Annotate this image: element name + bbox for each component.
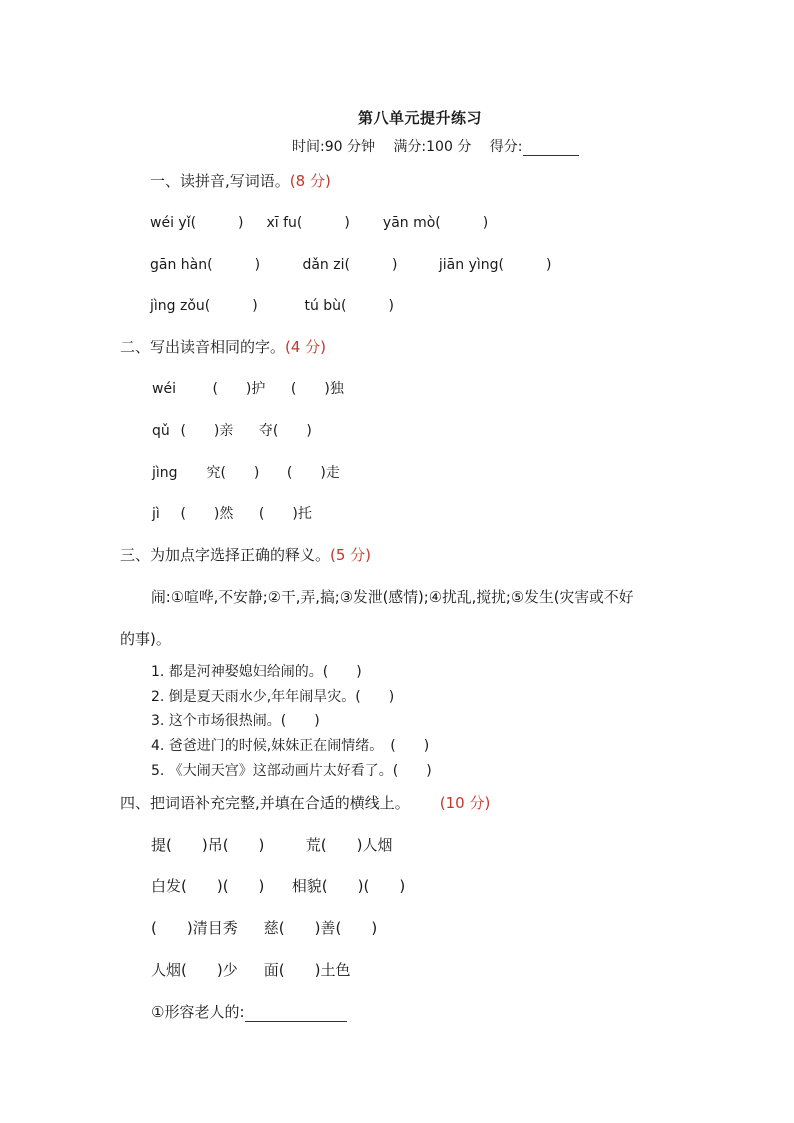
homophone-row-1	[152, 378, 344, 398]
sentence-item-1[interactable]: 1. 都是河神娶媳妇给闹的。( )	[151, 664, 362, 680]
homophone-row-2	[152, 420, 312, 440]
pinyin-item[interactable]: gān hàn( )	[150, 257, 261, 273]
idiom-item[interactable]: 慈( )善( )	[263, 919, 378, 937]
homophone-item[interactable]: ( )然	[180, 506, 234, 522]
pinyin-row-3	[150, 295, 394, 315]
idiom-item[interactable]: ( )清目秀	[151, 919, 238, 937]
idiom-item[interactable]: 人烟( )少	[151, 961, 238, 979]
idiom-item[interactable]: 荒( )人烟	[305, 836, 393, 854]
idiom-row-2	[151, 875, 405, 896]
homophone-pinyin: jìng	[152, 465, 178, 481]
section-3-points: (5 分)	[330, 546, 372, 564]
sentence-item-2[interactable]: 2. 倒是夏天雨水少,年年闹旱灾。( )	[151, 689, 395, 705]
pinyin-row-2	[150, 254, 551, 274]
homophone-row-3	[152, 462, 340, 482]
homophone-item[interactable]: ( )亲	[180, 423, 234, 439]
homophone-item[interactable]: 究( )	[206, 465, 260, 481]
homophone-row-4	[152, 503, 312, 523]
exam-score-label: 得分:	[490, 139, 593, 155]
section-1-points: (8 分)	[289, 172, 331, 190]
section-4-heading: 四、把词语补充完整,并填在合适的横线上。 (10 分)	[120, 794, 491, 812]
exam-time: 时间:90 分钟	[292, 139, 375, 155]
pinyin-item[interactable]: dǎn zi( )	[302, 257, 398, 273]
fill-question-label: ①形容老人的:	[151, 1003, 245, 1021]
pinyin-item[interactable]: wéi yǐ( )	[150, 215, 244, 231]
pinyin-item[interactable]: tú bù( )	[304, 298, 394, 314]
homophone-item[interactable]: ( )托	[258, 506, 312, 522]
definition-line-1: 闹:①喧哗,不安静;②干,弄,搞;③发泄(感情);④扰乱,搅扰;⑤发生(灾害或不好	[151, 589, 634, 606]
sentence-item-5[interactable]: 5. 《大闹天宫》这部动画片太好看了。( )	[151, 763, 432, 779]
exam-full-score: 满分:100 分	[393, 139, 472, 155]
section-3-heading: 三、为加点字选择正确的释义。(5 分)	[120, 546, 372, 564]
score-blank[interactable]	[523, 141, 579, 156]
definition-line-2: 的事)。	[120, 630, 171, 648]
fill-question-blank[interactable]	[245, 1007, 347, 1022]
exam-meta	[292, 136, 607, 156]
homophone-item[interactable]: 夺( )	[258, 423, 312, 439]
pinyin-item[interactable]: jìng zǒu( )	[150, 298, 258, 314]
homophone-pinyin: jì	[152, 506, 160, 522]
idiom-row-1	[151, 834, 393, 855]
idiom-item[interactable]: 相貌( )( )	[291, 877, 406, 895]
idiom-row-3	[151, 917, 377, 938]
homophone-pinyin: wéi	[152, 381, 176, 397]
pinyin-item[interactable]: jiān yìng( )	[438, 257, 552, 273]
idiom-row-4	[151, 959, 351, 980]
idiom-item[interactable]: 提( )吊( )	[151, 836, 265, 854]
fill-question-1	[151, 1001, 347, 1022]
section-1-heading: 一、读拼音,写词语。(8 分)	[150, 172, 331, 190]
pinyin-item[interactable]: yān mò( )	[382, 215, 489, 231]
idiom-item[interactable]: 面( )土色	[263, 961, 351, 979]
pinyin-item[interactable]: xī fu( )	[266, 215, 350, 231]
pinyin-row-1	[150, 212, 488, 232]
idiom-item[interactable]: 白发( )( )	[151, 877, 265, 895]
homophone-item[interactable]: ( )独	[290, 381, 344, 397]
page-title: 第八单元提升练习	[357, 109, 482, 127]
homophone-item[interactable]: ( )走	[286, 465, 340, 481]
section-4-points: (10 分)	[439, 794, 491, 812]
homophone-pinyin: qǔ	[152, 423, 170, 439]
sentence-item-3[interactable]: 3. 这个市场很热闹。( )	[151, 713, 320, 729]
section-2-points: (4 分)	[285, 338, 327, 356]
section-2-heading: 二、写出读音相同的字。(4 分)	[120, 338, 327, 356]
sentence-item-4[interactable]: 4. 爸爸进门的时候,妹妹正在闹情绪。 ( )	[151, 738, 430, 754]
homophone-item[interactable]: ( )护	[212, 381, 266, 397]
